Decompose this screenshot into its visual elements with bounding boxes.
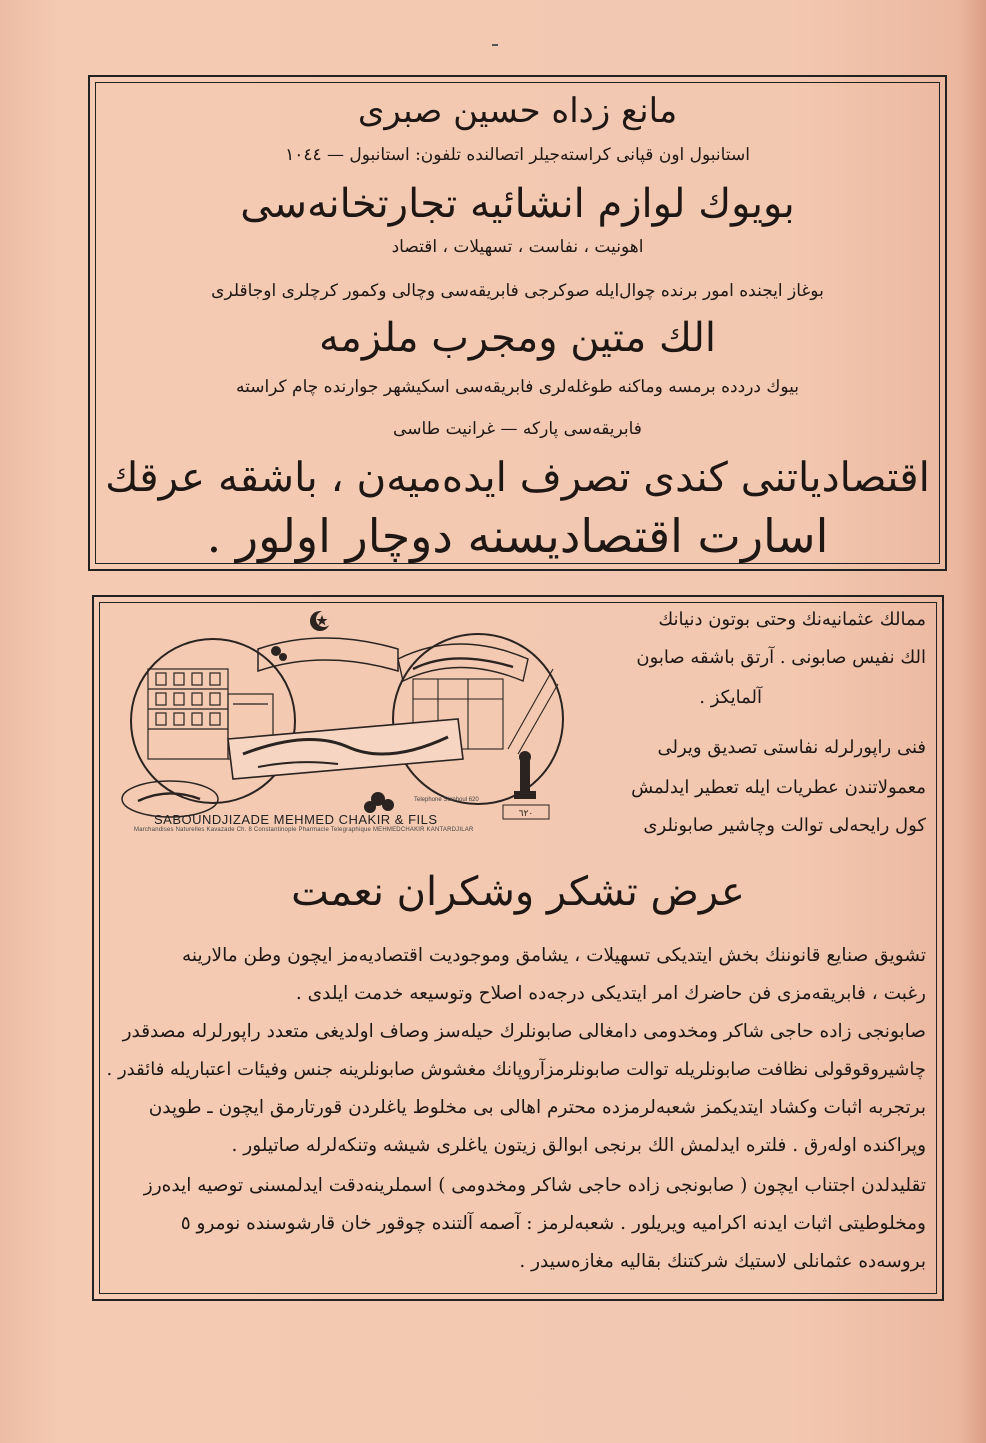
right-top-ribbon <box>398 644 528 681</box>
paragraph-line: چاشيروقوقولى نظافت صابونلريله توالت صابونلرمزآروپانك مغشوش صابونلرينه جنس وفيئات اعتباريله فائقدر . <box>106 1059 926 1080</box>
paragraph-line: تقليدلدن اجتناب ايچون ( صابونجى زاده حاجى شاكر ومخدومى ) اسملرينه‌دقت ايدلمسنى توصيه ايده‌رز <box>143 1175 926 1196</box>
paragraph-line: بروسه‌ده عثمانلى لاستيك شركتنك بقاليه مغازه‌سيدر . <box>519 1251 926 1272</box>
paragraph-line: وپراكنده اوله‌رق . فلتره ايدلمش الك برنجى ابوالق زيتون ياغلرى شيشه وتنكه‌لرله صاتيلور . <box>231 1135 926 1156</box>
soap-factory-logo-illustration <box>108 609 578 834</box>
ad-one-headline: بويوك لوازم انشائيه تجارتخانه‌سى <box>240 181 795 227</box>
side-text-line: الك نفيس صابونى . آرتق باشقه صابون <box>636 647 926 668</box>
paragraph-line: تشويق صنايع قانوننك بخش ايتديكى تسهيلات ، يشامق وموجوديت اقتصاديه‌مز ايچون وطن مالارينه <box>181 945 926 966</box>
ad-one-title: مانع زداه حسين صبرى <box>357 91 678 131</box>
logo-phone-caption: Telephone Stanboul 620 <box>414 797 479 803</box>
side-text-line: معمولاتندن عطريات ايله تعطير ايدلمش <box>631 777 926 798</box>
ad-one-address: استانبول اون قپانى كراسته‌جيلر اتصالنده تلفون: استانبول — ١٠٤٤ <box>285 145 750 165</box>
advertisement-box-two <box>92 595 944 1301</box>
paragraph-line: برتجربه اثبات وكشاد ايتديكمز شعبه‌لرمزده محترم اهالى بى مخلوط ياغلردن قورتارمق ايچون ـ طوپدن <box>148 1097 926 1118</box>
page-edge-shadow <box>958 0 986 1443</box>
telephone-icon <box>514 751 536 799</box>
crescent-star-icon <box>310 611 332 631</box>
ad-one-motto-line-1: اقتصادياتنى كندى تصرف ايده‌ميه‌ن ، باشقه عرقك <box>105 453 930 501</box>
logo-subtitle: Marchandises Naturelles Kavazade Ch. 8 Constantinople Pharmacie Telegraphique MEHMEDCHAKIR KANTARDJILAR <box>134 827 474 833</box>
ad-one-slogan: الك متين ومجرب ملزمه <box>318 315 717 361</box>
ad-two-heading: عرض تشكر وشكران نعمت <box>291 869 745 915</box>
ad-one-factories: بيوك دردده برمسه وماكنه طوغله‌لرى فابريقه‌سى اسكيشهر جوارنده چام كراسته <box>235 377 800 397</box>
side-text-line: فنى راپورلرله نفاستى تصديق ويرلى <box>657 737 926 758</box>
ad-one-motto-line-2: اسارت اقتصاديسنه دوچار اولور . <box>206 509 829 563</box>
central-name-banner <box>228 719 463 779</box>
phone-number-text: ٦٢٠ <box>518 808 534 818</box>
ad-one-granite: فابريقه‌سى پاركه — غرانيت طاسى <box>393 419 642 439</box>
ad-one-products: بوغاز ايجنده امور برنده چوال‌ايله صوكرجى فابريقه‌سى وچالى وكمور كرچلرى اوجاقلرى <box>211 281 824 301</box>
side-text-line: ممالك عثمانيه‌نك وحتى بوتون دنيانك <box>658 609 926 630</box>
side-text-line: آلمايكز . <box>699 687 762 708</box>
paragraph-line: ومخلوطيتى اثبات ايدنه اكراميه ويريلور . شعبه‌لرمز : آصمه آلتنده چوقور خان قارشوسنده نومرو ٥ <box>180 1213 926 1234</box>
logo-company-name: SABOUNDJIZADE MEHMED CHAKIR & FILS <box>154 812 438 827</box>
paragraph-line: رغبت ، فابريقه‌مزى فن حاضرك امر ايتديكى درجه‌ده اصلاح وتوسيعه خدمت ايلدى . <box>295 983 926 1004</box>
advertisement-box-one <box>88 75 947 571</box>
ad-one-qualities: اهونيت ، نفاست ، تسهيلات ، اقتصاد <box>391 237 644 257</box>
paragraph-line: صابونجى زاده حاجى شاكر ومخدومى دامغالى صابونلرك حيله‌سز وصاف اولديغى متعدد راپورلرله مصدقدر <box>122 1021 926 1042</box>
page-mark <box>492 44 498 46</box>
side-text-line: كول رايحه‌لى توالت وچاشير صابونلرى <box>643 815 926 836</box>
